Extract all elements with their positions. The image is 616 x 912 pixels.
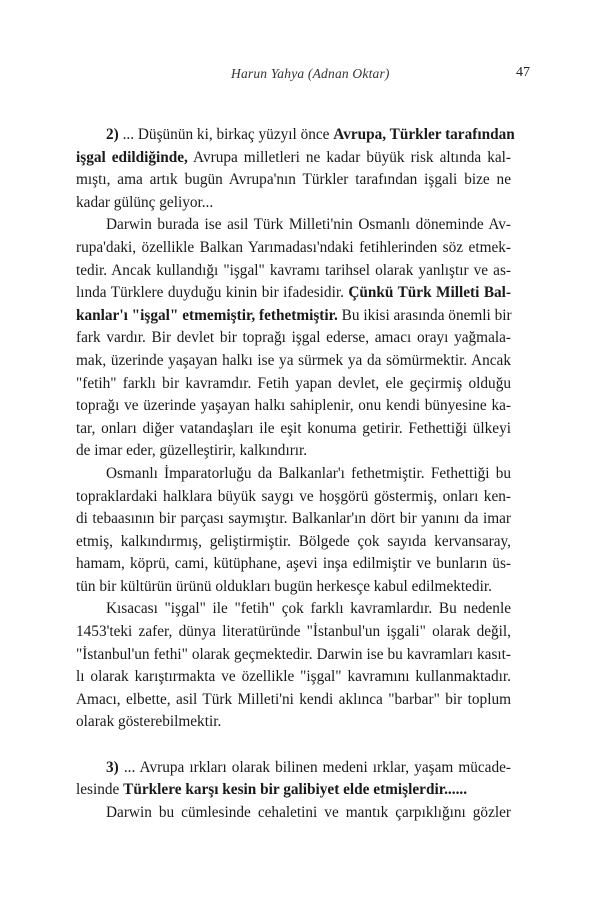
paragraph <box>76 598 511 734</box>
text-line <box>76 757 511 780</box>
text: di tebaasının bir parçası saymıştır. Balkanlar'ın dört bir yanını da imar <box>76 510 511 528</box>
page-header <box>0 66 616 90</box>
text: toprağı ve üzerinde yaşayan halkı sahiplenir, onu kendi bünyesine ka- <box>76 397 511 415</box>
text: ... Düşünün ki, birkaç yüzyıl önce <box>118 126 334 143</box>
text-line <box>76 644 511 667</box>
text: Amacı, elbette, asil Türk Milleti'ni kendi aklınca "barbar" bir toplum <box>76 690 511 708</box>
text-line <box>76 214 511 237</box>
text: de imar eder, güzelleştirir, kalkındırır. <box>76 442 308 460</box>
text-line <box>76 350 511 373</box>
text-line <box>76 169 511 192</box>
text-line <box>76 779 511 802</box>
text: fark vardır. Bir devlet bir toprağı işgal ederse, amacı orayı yağmala- <box>76 329 511 347</box>
text-line <box>76 621 511 644</box>
paragraph <box>76 757 511 802</box>
text-line <box>76 147 511 170</box>
text-line <box>76 418 511 441</box>
text: rupa'daki, özellikle Balkan Yarımadası'ndaki fetihlerinden söz etmek- <box>76 238 511 256</box>
text-line <box>76 711 511 734</box>
text: "fetih" farklı bir kavramdır. Fetih yapan devlet, ele geçirmiş olduğu <box>76 374 511 392</box>
bold-text: Avrupa, Türkler tarafından <box>333 126 515 143</box>
bold-text: işgal edildiğinde, <box>76 148 188 166</box>
running-title: Harun Yahya (Adnan Oktar) <box>231 66 390 81</box>
bold-text: Türklere karşı kesin bir galibiyet elde etmişlerdir...... <box>123 781 468 799</box>
text: olarak gösterebilmektir. <box>76 713 222 731</box>
text-line <box>76 395 511 418</box>
text: lında Türklere duyduğu kinin bir ifadesidir. <box>76 284 349 302</box>
text: Bu ikisi arasında önemli bir <box>337 306 512 324</box>
text-line <box>76 305 511 328</box>
text: Darwin bu cümlesinde cehaletini ve mantık çarpıklığını gözler <box>106 803 511 821</box>
text: lesinde <box>76 781 124 799</box>
page-body <box>76 124 515 824</box>
text: 1453'teki zafer, dünya literatüründe "İstanbul'un işgali" olarak değil, <box>76 623 511 641</box>
text-line <box>76 260 511 283</box>
text-line <box>76 598 511 621</box>
text: topraklardaki halklara büyük saygı ve hoşgörü göstermiş, onları ken- <box>76 487 511 505</box>
bold-text: Çünkü Türk Milleti Bal- <box>348 284 512 302</box>
text: ... Avrupa ırkları olarak bilinen medeni ırklar, yaşam mücade- <box>118 758 511 776</box>
text: "İstanbul'un fethi" olarak geçmektedir. Darwin ise bu kavramları kasıt- <box>76 645 511 663</box>
text-line <box>76 440 511 463</box>
text: Kısacası "işgal" ile "fetih" çok farklı kavramlardır. Bu nedenle <box>106 600 511 618</box>
text: Darwin burada ise asil Türk Milleti'nin Osmanlı döneminde Av- <box>106 216 511 234</box>
bold-text: 3) <box>106 758 119 776</box>
text: lı olarak karıştırmakta ve özellikle "işgal" kavramını kullanmaktadır. <box>76 668 511 686</box>
text-line <box>76 373 511 396</box>
text: mak, üzerinde yaşayan halkı ise ya sürmek ya da sömürmektir. Ancak <box>76 351 511 369</box>
text: hamam, köprü, cami, kütüphane, aşevi inşa edilmiştir ve bunların üs- <box>76 555 511 573</box>
text-line <box>76 486 511 509</box>
text: Osmanlı İmparatorluğu da Balkanlar'ı fethetmiştir. Fethettiği bu <box>106 464 511 482</box>
text: tün bir kültürün ürünü oldukları bugün herkesçe kabul edilmektedir. <box>76 577 492 595</box>
page-number: 47 <box>516 65 530 80</box>
paragraph-gap <box>76 734 511 757</box>
text: tar, onları diğer vatandaşları ile eşit konuma getirir. Fethettiği ülkeyi <box>76 419 511 437</box>
text-line <box>76 124 515 147</box>
paragraph <box>76 802 511 825</box>
text-line <box>76 237 511 260</box>
text: mıştı, ama artık bugün Avrupa'nın Türkler tarafından işgali bize ne <box>76 171 511 189</box>
paragraph <box>76 214 511 463</box>
text-line <box>76 508 511 531</box>
paragraph <box>76 124 515 214</box>
text-line <box>76 553 511 576</box>
bold-text: 2) <box>106 126 119 143</box>
text: etmiş, kalkındırmış, geliştirmiştir. Bölgede çok sayıda kervansaray, <box>76 532 511 550</box>
text-line <box>76 531 511 554</box>
text-line <box>76 666 511 689</box>
text-line <box>76 802 511 825</box>
text: kadar gülünç geliyor... <box>76 193 214 211</box>
text-line <box>76 327 511 350</box>
text-line <box>76 282 511 305</box>
text-line <box>76 463 511 486</box>
text: Avrupa milletleri ne kadar büyük risk altında kal- <box>187 148 511 166</box>
text-line <box>76 192 511 215</box>
bold-text: kanlar'ı "işgal" etmemiştir, fethetmiştir. <box>76 306 338 324</box>
text: tedir. Ancak kullandığı "işgal" kavramı tarihsel olarak yanlıştır ve as- <box>76 261 511 279</box>
text-line <box>76 689 511 712</box>
text-line <box>76 576 511 599</box>
paragraph <box>76 463 511 599</box>
